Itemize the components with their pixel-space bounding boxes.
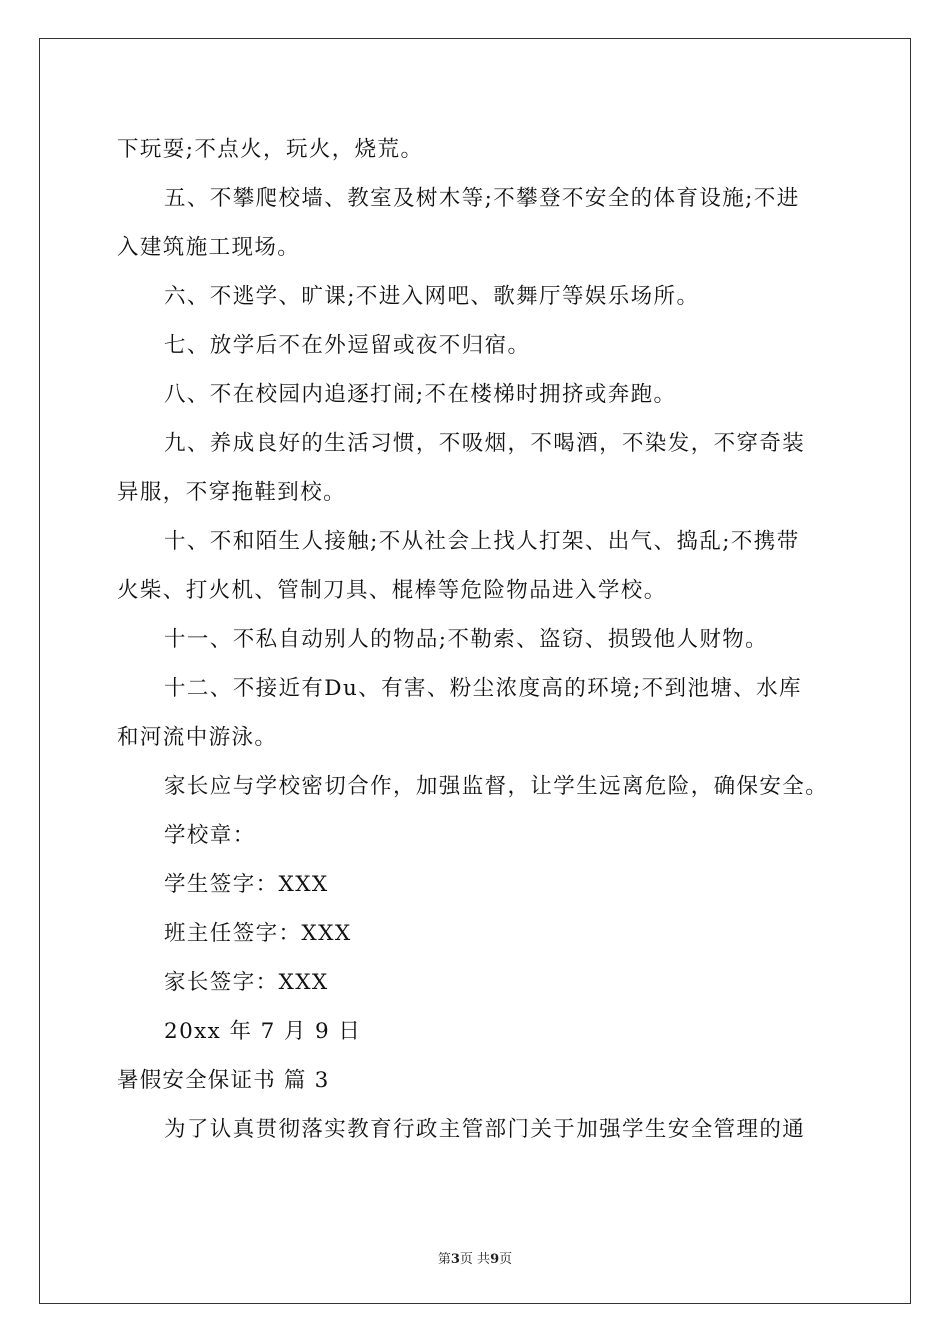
paragraph-line: 十、不和陌生人接触;不从社会上找人打架、出气、捣乱;不携带 bbox=[164, 529, 800, 554]
footer-page-current: 3 bbox=[450, 1252, 460, 1267]
section-heading: 暑假安全保证书 篇 3 bbox=[117, 1068, 330, 1093]
paragraph-line: 和河流中游泳。 bbox=[117, 725, 278, 750]
parent-signature: 家长签字：XXX bbox=[164, 970, 329, 995]
school-seal-label: 学校章： bbox=[164, 823, 256, 848]
footer-page-total: 9 bbox=[490, 1252, 500, 1267]
footer-suffix: 页 bbox=[499, 1252, 513, 1267]
footer-prefix: 第 bbox=[437, 1252, 451, 1267]
document-body bbox=[117, 131, 847, 1160]
paragraph-line: 下玩耍;不点火，玩火，烧荒。 bbox=[117, 137, 424, 162]
paragraph-line: 九、养成良好的生活习惯，不吸烟，不喝酒，不染发，不穿奇装 bbox=[164, 431, 806, 456]
paragraph-line: 火柴、打火机、管制刀具、棍棒等危险物品进入学校。 bbox=[117, 578, 667, 603]
paragraph-line: 异服，不穿拖鞋到校。 bbox=[117, 480, 347, 505]
page-footer bbox=[0, 1248, 950, 1267]
paragraph-line: 十一、不私自动别人的物品;不勒索、盗窃、损毁他人财物。 bbox=[164, 627, 769, 652]
paragraph-line: 为了认真贯彻落实教育行政主管部门关于加强学生安全管理的通 bbox=[164, 1117, 806, 1142]
document-date: 20xx 年 7 月 9 日 bbox=[164, 1019, 362, 1044]
paragraph-line: 入建筑施工现场。 bbox=[117, 235, 301, 260]
teacher-signature: 班主任签字：XXX bbox=[164, 921, 352, 946]
paragraph-line: 八、不在校园内追逐打闹;不在楼梯时拥挤或奔跑。 bbox=[164, 382, 677, 407]
paragraph-line: 六、不逃学、旷课;不进入网吧、歌舞厅等娱乐场所。 bbox=[164, 284, 700, 309]
paragraph-line: 家长应与学校密切合作，加强监督，让学生远离危险，确保安全。 bbox=[164, 774, 829, 799]
paragraph-line: 五、不攀爬校墙、教室及树木等;不攀登不安全的体育设施;不进 bbox=[164, 186, 800, 211]
footer-mid: 页 共 bbox=[459, 1252, 491, 1267]
paragraph-line: 七、放学后不在外逗留或夜不归宿。 bbox=[164, 333, 531, 358]
paragraph-line: 十二、不接近有Du、有害、粉尘浓度高的环境;不到池塘、水库 bbox=[164, 676, 802, 701]
student-signature: 学生签字：XXX bbox=[164, 872, 329, 897]
